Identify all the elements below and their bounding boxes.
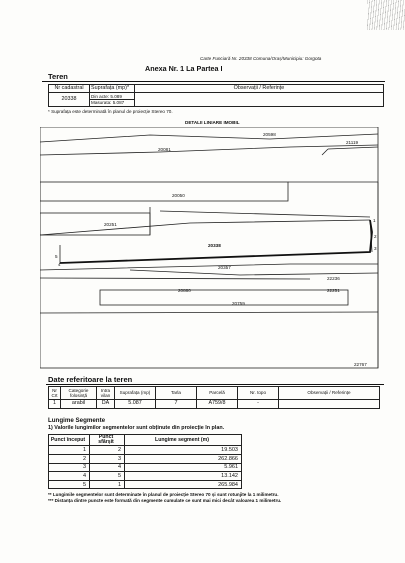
hdr-observatii: Observații / Referințe	[279, 387, 380, 400]
label-20759: 20759	[232, 301, 245, 306]
cell-nr-crt: 1	[49, 400, 61, 409]
col-punct-inceput: Punct început	[49, 435, 90, 446]
suprafata-masurata: Masurata: 5.087	[91, 100, 125, 105]
section-rule	[42, 81, 385, 82]
label-20357: 20357	[218, 265, 231, 270]
point-label-5: 5	[55, 254, 58, 259]
boundary-20598	[40, 134, 378, 142]
segment-end: 4	[90, 463, 125, 472]
lungime-note-2: *** Distanța dintre puncte este formată din segmente cumulate ce sunt mai mici decât valoarea 1 milimetru.	[48, 498, 282, 503]
hdr-categorie: Categorie folosință	[61, 387, 97, 400]
label-22767: 22767	[354, 362, 367, 367]
segment-length: 265.984	[125, 480, 242, 489]
col-observatii: Observații / Referințe	[135, 85, 384, 93]
cell-intravilan: DA	[97, 400, 115, 409]
table-row	[49, 480, 242, 489]
cell-tarla: 7	[156, 400, 197, 409]
teren-footnote: * Suprafața este determinată în planul de proiecție Stereo 70.	[48, 109, 173, 114]
segment-start: 3	[49, 463, 90, 472]
point-label-1: 1	[373, 218, 376, 223]
hdr-nr-topo: Nr. topo	[238, 387, 279, 400]
hdr-tarla: Tarla	[156, 387, 197, 400]
table-row	[49, 446, 242, 455]
col-punct-sfarsit: Punct sfârșit	[90, 435, 125, 446]
segment-length: 19.503	[125, 446, 242, 455]
boundary-21119-corner	[322, 149, 328, 155]
hdr-intravilan: Intra vilan	[97, 387, 115, 400]
boundary-22767	[40, 312, 378, 313]
label-20598: 20598	[263, 132, 276, 137]
nr-cadastral-value: 20338	[49, 93, 90, 107]
segment-length: 262.866	[125, 455, 242, 464]
date-referitoare-title: Date referitoare la teren	[48, 375, 133, 384]
segment-start: 4	[49, 472, 90, 481]
label-20050: 20050	[172, 193, 185, 198]
boundary-22236	[130, 270, 378, 275]
lungime-title: Lungime Segmente	[48, 417, 106, 424]
label-22251: 22251	[327, 288, 340, 293]
scan-artifact	[367, 0, 405, 30]
label-20880: 20880	[178, 288, 191, 293]
label-20338: 20338	[208, 243, 221, 248]
cell-nr-topo: -	[238, 400, 279, 409]
label-20081: 20081	[158, 147, 171, 152]
observatii-value	[135, 93, 384, 107]
cell-observatii	[279, 400, 380, 409]
lungime-subtitle: 1) Valorile lungimilor segmentelor sunt obținute din proiecție în plan.	[48, 425, 225, 431]
anexa-title: Anexa Nr. 1 La Partea I	[145, 64, 223, 73]
suprafata-din-acte: Din acte: 5.089	[90, 94, 134, 100]
section-rule	[46, 384, 384, 385]
boundary-21119	[328, 147, 378, 149]
label-20251: 20251	[104, 222, 117, 227]
parcel-20251	[40, 213, 150, 235]
col-lungime-segment: Lungime segment (m)	[125, 435, 242, 446]
table-row	[49, 455, 242, 464]
teren-table	[48, 84, 384, 107]
carte-funciara-header: Carte Funciară Nr. 20338 Comuna/Oraș/Municipiu: Gorgota	[200, 56, 322, 61]
segment-length: 13.142	[125, 472, 242, 481]
boundary-20251-top	[40, 220, 370, 235]
point-label-2: 2	[374, 234, 377, 239]
label-22236: 22236	[327, 276, 340, 281]
table-row	[49, 472, 242, 481]
segment-end: 5	[90, 472, 125, 481]
segment-length: 5.961	[125, 463, 242, 472]
segment-start: 5	[49, 480, 90, 489]
table-row	[49, 463, 242, 472]
label-21119: 21119	[346, 140, 359, 145]
col-nr-cadastral: Nr cadastral	[49, 85, 90, 93]
plan-title: DETALII LINIARE IMOBIL	[185, 120, 240, 125]
parcel-20759	[100, 290, 348, 305]
segment-end: 1	[90, 480, 125, 489]
date-referitoare-table	[48, 386, 380, 409]
boundary-20357	[40, 264, 378, 270]
segment-start: 2	[49, 455, 90, 464]
cell-parcela: A759/8	[197, 400, 238, 409]
hdr-parcela: Parcelă	[197, 387, 238, 400]
parcel-20050	[40, 182, 288, 201]
cell-categorie: arabil	[61, 400, 97, 409]
segment-end: 3	[90, 455, 125, 464]
boundary-20338-top	[160, 211, 370, 217]
teren-section-title: Teren	[48, 72, 68, 81]
segment-table	[48, 434, 242, 489]
boundary-20880	[40, 278, 310, 279]
segment-end: 2	[90, 446, 125, 455]
hdr-suprafata: Suprafața (mp)	[115, 387, 156, 400]
point-label-4: 4	[58, 262, 61, 267]
point-label-3: 3	[374, 246, 377, 251]
cell-suprafata: 5.087	[115, 400, 156, 409]
segment-start: 1	[49, 446, 90, 455]
suprafata-values	[90, 93, 135, 107]
hdr-nr-crt: Nr Crt	[49, 387, 61, 400]
lungime-note-1: ** Lungimile segmentelor sunt determinate în planul de proiecție Stereo 70 și sunt rotunjite la 1 milimetru.	[48, 492, 279, 497]
col-suprafata: Suprafața (mp)*	[90, 85, 135, 93]
